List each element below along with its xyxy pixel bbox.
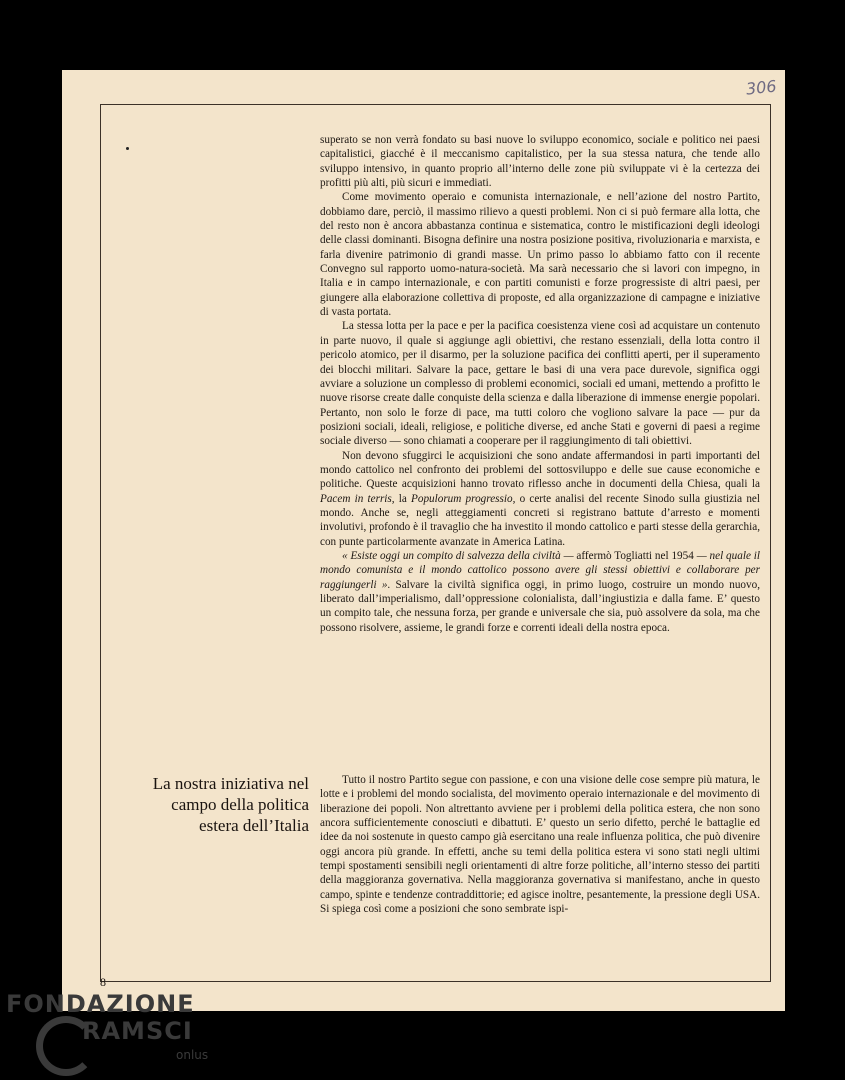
p4-italic-2: Populorum progressio,	[411, 492, 516, 505]
handwritten-page-number: 306	[745, 76, 778, 99]
page-number: 8	[100, 975, 106, 989]
p5-text-2: . Salvare la civiltà significa oggi, in primo luogo, costruire un mondo nuovo, liberato dall’imperialismo, dall’oppressione colonialista, dall’ingiustizia e dalla fame. E’ questo un compito tale, che nessuna forza, per grande e universale che sia, può assolvere da sola, ma che possono risolvere, assieme, le grandi forze e correnti ideali della nostra epoca.	[320, 578, 760, 634]
p4-text-1: Non devono sfuggirci le acquisizioni che sono andate affermandosi in parti importanti del mondo cattolico nel confronto dei problemi del sottosviluppo e delle sue cause economiche e politiche. Queste acquisizioni hanno trovato riflesso anche in documenti della Chiesa, quali la	[320, 449, 760, 491]
main-column	[320, 133, 760, 635]
paragraph-1: superato se non verrà fondato su basi nuove lo sviluppo economico, sociale e politico nei paesi capitalistici, giacché è il meccanismo capitalistico, per la sua stessa natura, che tende allo sviluppo intensivo, in quanto proprio all’interno delle zone più sviluppate vi è la certezza dei profitti più alti, più sicuri e immediati.	[320, 134, 760, 190]
paragraph-5	[320, 549, 760, 635]
paragraph-3: La stessa lotta per la pace e per la pacifica coesistenza viene così ad acquistare un contenuto in parte nuovo, il quale si aggiunge agli obiettivi, che restano essenziali, della lotta contro il pericolo atomico, per il disarmo, per la soluzione pacifica dei conflitti aperti, per il superamento dei blocchi militari. Salvare la pace, gettare le basi di una vera pace durevole, significa oggi avviare a soluzione un complesso di problemi economici, sociali ed umani, mettendo a profitto le nuove risorse create dalle conquiste della scienza e dalla liberazione di immense energie popolari. Pertanto, non solo le forze di pace, ma tutti coloro che vogliono salvare la pace — pur da posizioni sociali, ideali, religiose, e politiche diverse, ed anche Stati e governi di paesi a regime sociale diverso — sono chiamati a cooperare per il raggiungimento di tali obiettivi.	[320, 320, 760, 448]
section-2-column	[320, 773, 760, 916]
watermark-line-1: FONDAZIONE	[6, 990, 195, 1018]
p5-italic-2: — nel quale il mondo comunista e il mondo cattolico possono avere gli stessi obiettivi e collaborare per raggiungerli »	[320, 549, 761, 591]
p4-italic-1: Pacem in terris,	[320, 492, 395, 505]
p5-text-1: affermò Togliatti nel 1954	[573, 549, 697, 562]
paragraph-2: Come movimento operaio e comunista internazionale, e nell’azione del nostro Partito, dobbiamo dare, perciò, il massimo rilievo a questi problemi. Non ci si può fermare alla lotta, che del resto non è ancora abbastanza continua e sistematica, contro le mistificazioni degli ideologi delle classi dominanti. Bisogna definire una nostra posizione positiva, rivoluzionaria e marxista, e farla divenire patrimonio di grandi masse. Un primo passo lo abbiamo fatto con il recente Convegno sul rapporto uomo-natura-società. Ma sarà necessario che si lavori con impegno, in Italia e in campo internazionale, e con partiti comunisti e forze progressiste di altri paesi, per giungere alla elaborazione collettiva di proposte, ed alla organizzazione di campagne e iniziative di vasta portata.	[320, 191, 760, 319]
section-2-paragraph: Tutto il nostro Partito segue con passione, e con una visione delle cose sempre più matura, le lotte e i problemi del mondo socialista, del movimento operaio internazionale e del movimento di liberazione dei popoli. Non altrettanto avviene per i problemi della politica estera, che non sono ancora sufficientemente conosciuti e dibattuti. E’ questo un serio difetto, perché le battaglie ed idee da noi sostenute in questo campo già esercitano una reale influenza politica, che può divenire oggi ancora più grande. In effetti, anche su temi della politica estera vi sono stati negli ultimi tempi spostamenti sensibili negli orientamenti di altre forze politiche, all’interno stesso dei partiti della maggioranza governativa. Nella maggioranza governativa si manifestano, anche in questo campo, spinte e tendenze contraddittorie; ed agisce inoltre, pesantemente, la pressione degli USA. Si spiega così come a posizioni che sono sembrate ispi-	[320, 774, 760, 916]
p4-text-3: o certe analisi del recente Sinodo sulla giustizia nel mondo. Anche se, negli atteggiamenti concreti si registrano battute d’arresto e momenti involutivi, profondo è il travaglio che ha investito il mondo cattolico e parti stesse della gerarchia, con punte particolarmente avanzate in America Latina.	[320, 492, 760, 548]
watermark-line-2: RAMSCI	[82, 1017, 193, 1045]
paragraph-4	[320, 449, 760, 549]
scanned-page	[62, 70, 785, 1011]
watermark-line-3: onlus	[176, 1048, 209, 1062]
section-heading: La nostra iniziativa nel campo della politica estera dell’Italia	[152, 774, 309, 835]
p4-text-2: la	[394, 492, 412, 505]
page-frame	[100, 104, 771, 982]
p5-italic-1: « Esiste oggi un compito di salvezza della civiltà —	[342, 549, 574, 562]
